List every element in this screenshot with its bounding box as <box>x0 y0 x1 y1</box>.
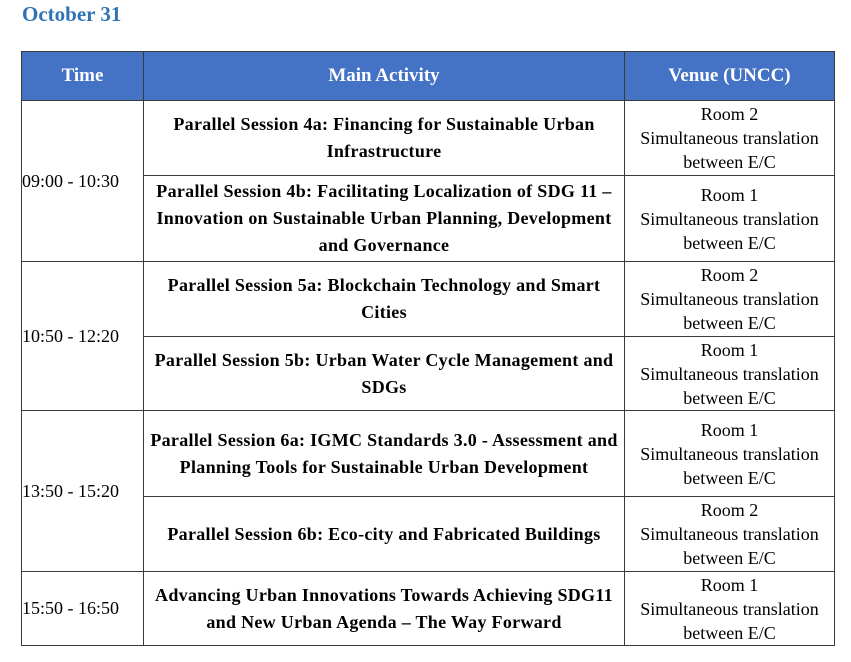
header-row <box>22 52 835 101</box>
room-label: Room 2 <box>700 104 759 124</box>
time-column-header: Time <box>22 52 144 101</box>
venue-cell <box>625 572 835 646</box>
activity-cell: Parallel Session 6b: Eco-city and Fabricated Buildings <box>144 497 625 572</box>
venue-cell <box>625 337 835 411</box>
activity-cell: Parallel Session 6a: IGMC Standards 3.0 - Assessment and Planning Tools for Sustainable Urban Development <box>144 411 625 497</box>
room-label: Room 1 <box>700 339 759 360</box>
table-row <box>22 101 835 176</box>
translation-languages: between E/C <box>683 622 776 643</box>
translation-label: Simultaneous translation <box>640 128 819 148</box>
schedule-table <box>21 51 835 646</box>
table-row <box>22 337 835 411</box>
activity-column-header: Main Activity <box>144 52 625 101</box>
activity-cell: Parallel Session 5b: Urban Water Cycle Management and SDGs <box>144 337 625 411</box>
room-label: Room 1 <box>700 184 759 205</box>
translation-label: Simultaneous translation <box>640 443 819 464</box>
translation-languages: between E/C <box>683 548 776 568</box>
date-heading: October 31 <box>22 2 122 26</box>
translation-languages: between E/C <box>683 152 776 172</box>
venue-cell <box>625 411 835 497</box>
translation-label: Simultaneous translation <box>640 598 819 619</box>
activity-cell: Parallel Session 4b: Facilitating Localization of SDG 11 – Innovation on Sustainable Urban Planning, Development and Governance <box>144 176 625 262</box>
table-row <box>22 497 835 572</box>
table-row <box>22 411 835 497</box>
translation-languages: between E/C <box>683 467 776 488</box>
time-cell: 10:50 - 12:20 <box>22 262 144 411</box>
translation-label: Simultaneous translation <box>640 208 819 229</box>
room-label: Room 2 <box>700 500 759 520</box>
room-label: Room 1 <box>700 574 759 595</box>
translation-label: Simultaneous translation <box>640 289 819 309</box>
table-row <box>22 262 835 337</box>
venue-cell <box>625 262 835 337</box>
translation-label: Simultaneous translation <box>640 363 819 384</box>
venue-cell <box>625 497 835 572</box>
venue-cell <box>625 176 835 262</box>
room-label: Room 1 <box>700 419 759 440</box>
activity-cell: Parallel Session 4a: Financing for Sustainable Urban Infrastructure <box>144 101 625 176</box>
table-row <box>22 176 835 262</box>
activity-cell: Parallel Session 5a: Blockchain Technology and Smart Cities <box>144 262 625 337</box>
translation-languages: between E/C <box>683 387 776 408</box>
venue-column-header: Venue (UNCC) <box>625 52 835 101</box>
room-label: Room 2 <box>700 265 759 285</box>
translation-languages: between E/C <box>683 232 776 253</box>
time-cell: 15:50 - 16:50 <box>22 572 144 646</box>
activity-cell: Advancing Urban Innovations Towards Achieving SDG11 and New Urban Agenda – The Way Forward <box>144 572 625 646</box>
time-cell: 13:50 - 15:20 <box>22 411 144 572</box>
table-row <box>22 572 835 646</box>
translation-label: Simultaneous translation <box>640 524 819 544</box>
translation-languages: between E/C <box>683 313 776 333</box>
venue-cell <box>625 101 835 176</box>
time-cell: 09:00 - 10:30 <box>22 101 144 262</box>
